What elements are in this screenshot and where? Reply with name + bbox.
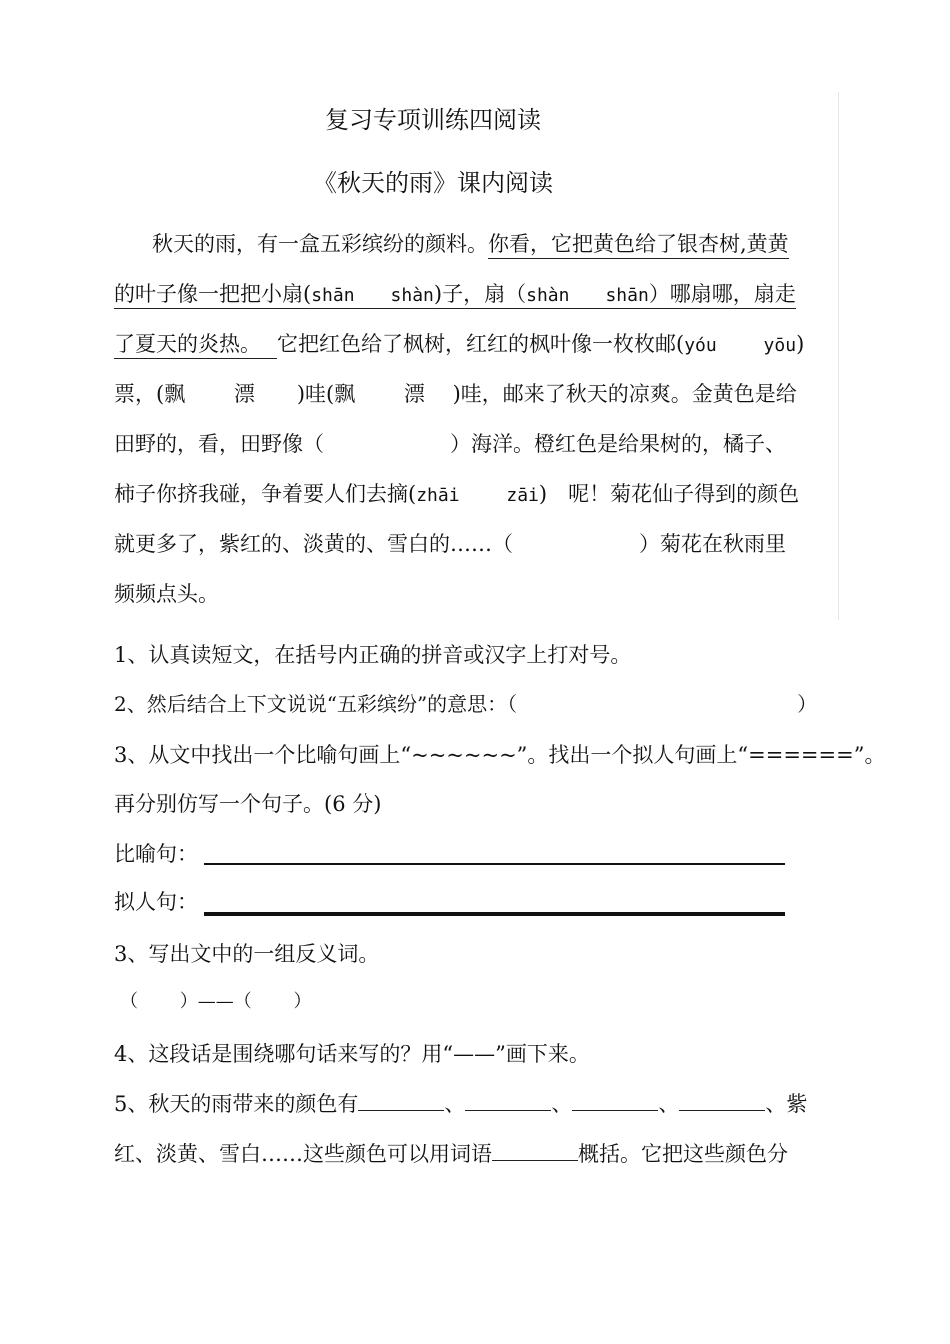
passage-line-3: [114, 330, 804, 360]
passage-text: 的叶子像一把把小扇(: [114, 282, 312, 306]
answer-blank[interactable]: [358, 1092, 444, 1111]
personification-label: 拟人句：: [114, 890, 198, 914]
answer-blank[interactable]: [492, 1142, 578, 1161]
simile-label: 比喻句：: [114, 842, 198, 866]
passage-line-8: 频频点头。: [114, 582, 219, 606]
underlined-sentence: 了夏天的炎热。: [114, 332, 277, 359]
question-4: 4、这段话是围绕哪句话来写的？用“——”画下来。: [114, 1042, 590, 1066]
passage-line-6: [114, 480, 799, 510]
question-5-line-1: [114, 1090, 807, 1118]
question-text: 概括。它把这些颜色分: [578, 1142, 788, 1166]
separator: 、: [658, 1092, 680, 1116]
question-2: 2、然后结合上下文说说“五彩缤纷”的意思：（ ）: [114, 692, 818, 716]
passage-text: )子，扇（: [433, 282, 527, 306]
passage-text: ) 呢！菊花仙子得到的颜色: [538, 482, 800, 506]
passage-line-1: [152, 230, 789, 258]
page-subtitle: 《秋天的雨》课内阅读: [313, 169, 553, 197]
question-text: 红、淡黄、雪白……这些颜色可以用词语: [114, 1142, 492, 1166]
separator: 、: [551, 1092, 573, 1116]
pinyin-options: yóu yōu: [684, 335, 797, 356]
answer-blank[interactable]: [679, 1092, 765, 1111]
question-1: 1、认真读短文，在括号内正确的拼音或汉字上打对号。: [114, 643, 632, 667]
question-text: 、紫: [765, 1092, 808, 1116]
pinyin-options: shān shàn: [311, 285, 434, 306]
underlined-sentence: 你看，它把黄色给了银杏树,黄黄: [488, 232, 789, 259]
separator: 、: [444, 1092, 466, 1116]
passage-line-4: 票，(飘 漂 )哇(飘 漂 )哇，邮来了秋天的凉爽。金黄色是给: [114, 382, 797, 406]
pinyin-options: zhāi zāi: [416, 485, 539, 506]
simile-answer-line[interactable]: [204, 863, 785, 865]
passage-line-7: 就更多了，紫红的、淡黄的、雪白的……（ ）菊花在秋雨里: [114, 532, 786, 556]
passage-text: ）哪扇哪，扇走: [648, 282, 796, 306]
question-5-line-2: [114, 1140, 788, 1168]
question-text: 5、秋天的雨带来的颜色有: [114, 1092, 359, 1116]
passage-text: 柿子你挤我碰，争着要人们去摘(: [114, 482, 417, 506]
page-title: 复习专项训练四阅读: [325, 106, 541, 134]
passage-text: 它把红色给了枫树，红红的枫叶像一枚枚邮(: [277, 332, 685, 356]
personification-answer-line[interactable]: [204, 912, 785, 916]
underlined-sentence: [114, 282, 796, 309]
answer-blank[interactable]: [465, 1092, 551, 1111]
question-3-prompt: 3、从文中找出一个比喻句画上“~~~~~~”。找出一个拟人句画上“======”。: [114, 743, 886, 767]
passage-text: ): [796, 332, 805, 356]
passage-line-5: 田野的，看，田野像（ ）海洋。橙红色是给果树的，橘子、: [114, 432, 786, 456]
question-3-instruction: 再分别仿写一个句子。(6 分): [114, 792, 382, 816]
pinyin-options: shàn shān: [526, 285, 649, 306]
question-antonyms: 3、写出文中的一组反义词。: [114, 942, 380, 966]
antonym-blanks: （ ）——（ ）: [120, 991, 312, 1012]
passage-text: 秋天的雨，有一盒五彩缤纷的颜料。: [152, 232, 488, 256]
answer-blank[interactable]: [572, 1092, 658, 1111]
passage-line-2: [114, 280, 796, 310]
